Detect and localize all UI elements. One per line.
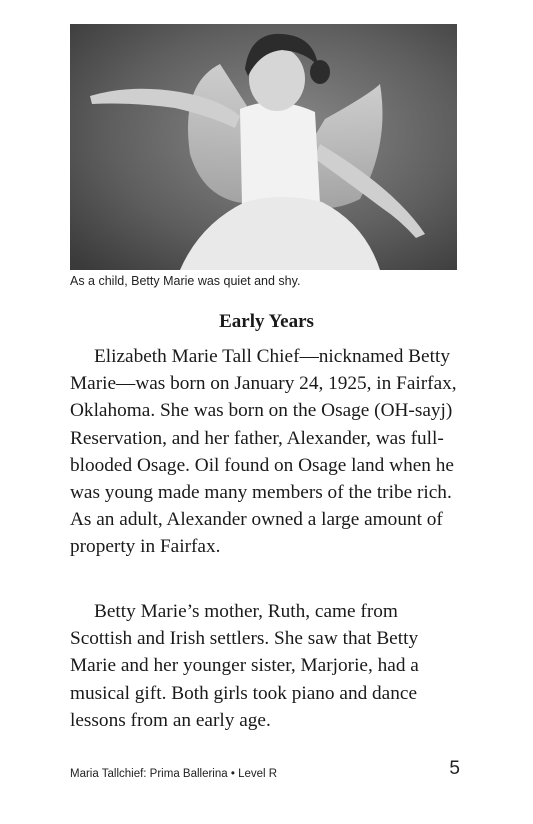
paragraph-1: Elizabeth Marie Tall Chief—nicknamed Betty Marie—was born on January 24, 1925, in Fairfax, Oklahoma. She was born on the Osage (OH-sayj) Reservation, and her father, Alexander, was full-blooded Osage. Oil found on Osage land when he was young made many members of the tribe rich. As an adult, Alexander owned a large amount of property in Fairfax. — [70, 346, 457, 558]
section-heading: Early Years — [219, 311, 314, 332]
photo-illustration — [70, 24, 457, 270]
photo-caption: As a child, Betty Marie was quiet and shy. — [70, 274, 301, 288]
page-number: 5 — [449, 758, 460, 779]
footer-book-title: Maria Tallchief: Prima Ballerina • Level R — [70, 768, 278, 780]
photo-child-ballerina — [70, 24, 457, 270]
paragraph-2: Betty Marie’s mother, Ruth, came from Scottish and Irish settlers. She saw that Betty Marie and her younger sister, Marjorie, had a musical gift. Both girls took piano and dance lessons from an early age. — [70, 601, 419, 731]
